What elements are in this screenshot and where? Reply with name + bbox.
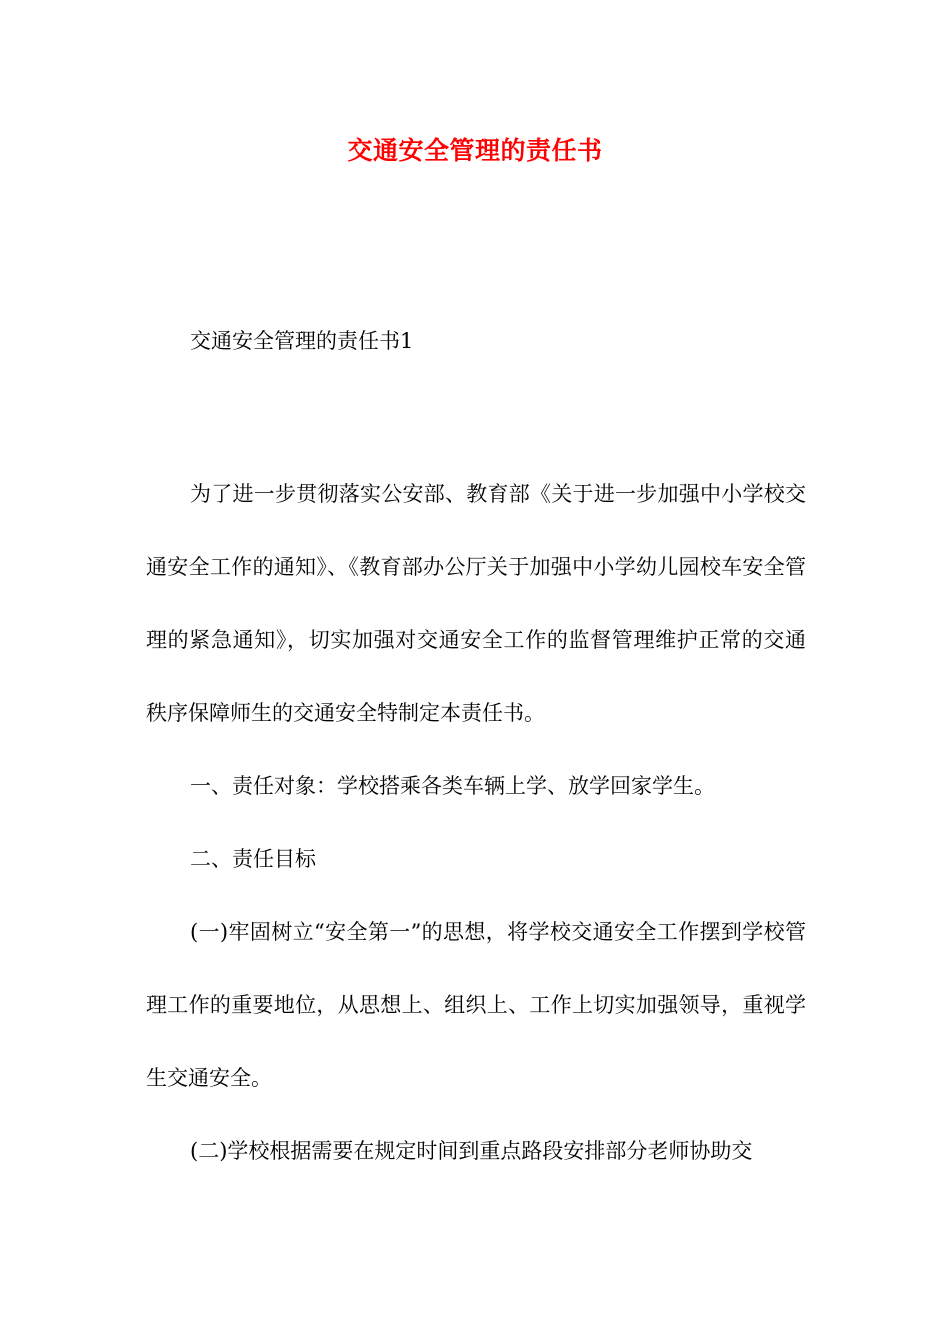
document-body bbox=[146, 458, 806, 1188]
paragraph-responsibility-target: 一、责任对象：学校搭乘各类车辆上学、放学回家学生。 bbox=[190, 774, 715, 798]
section-heading: 交通安全管理的责任书1 bbox=[190, 329, 414, 353]
paragraph-goal-1: (一)牢固树立“安全第一”的思想，将学校交通安全工作摆到学校管理工作的重要地位，从思想上、组织上、工作上切实加强领导，重视学生交通安全。 bbox=[146, 920, 806, 1090]
paragraph-intro: 为了进一步贯彻落实公安部、教育部《关于进一步加强中小学校交通安全工作的通知》、《教育部办公厅关于加强中小学幼儿园校车安全管理的紧急通知》，切实加强对交通安全工作的监督管理维护正常的交通秩序保障师生的交通安全特制定本责任书。 bbox=[146, 482, 806, 725]
paragraph-goal-2: (二)学校根据需要在规定时间到重点路段安排部分老师协助交 bbox=[190, 1139, 753, 1163]
document-title: 交通安全管理的责任书 bbox=[347, 136, 603, 165]
paragraph-responsibility-goals-heading: 二、责任目标 bbox=[190, 847, 316, 871]
